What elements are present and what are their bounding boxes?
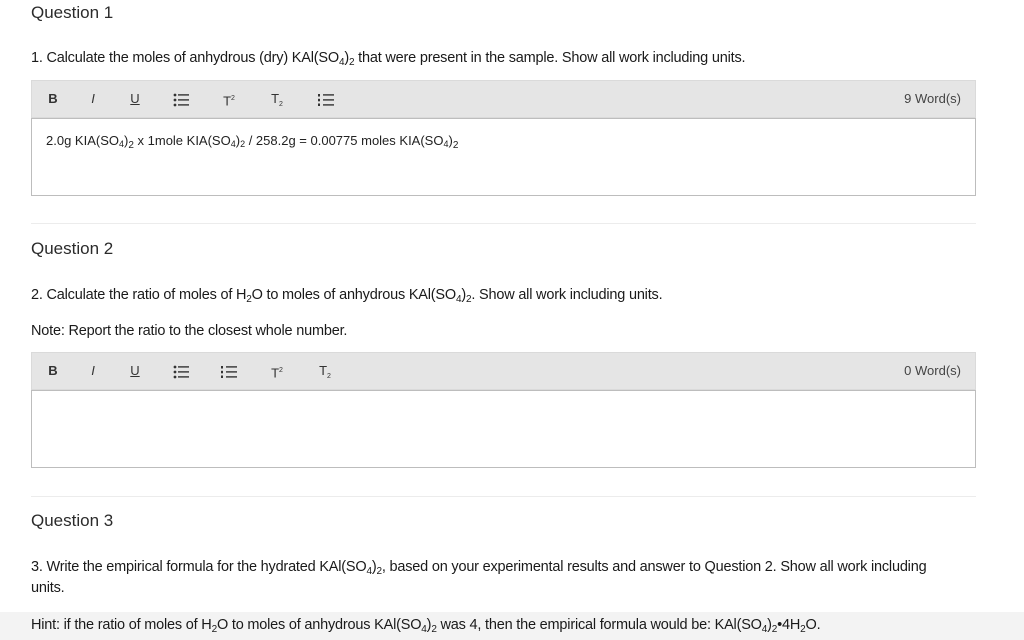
bullet-list-icon (173, 365, 189, 379)
question-2-prompt: 2. Calculate the ratio of moles of $H_2O$ to moles of anhydrous $KAl(SO_4)_2$. Show all work including units. (31, 287, 663, 305)
subscript-button[interactable]: $T_2$ (271, 91, 283, 108)
bold-button[interactable]: B (48, 91, 58, 106)
question-3-title: Question 3 (31, 511, 114, 530)
question-1-answer-editor[interactable] (31, 118, 976, 196)
answer-text: 2.0g $KIA(SO_4)_2$ x 1mole $KIA(SO_4)_2 / 258.2g = 0.00775$ moles $KIA(SO_4)_2$ (46, 133, 459, 151)
question-3-prompt: 3. Write the empirical formula for the hydrated $KAl(SO_4)_2$, based on your experimental results and answer to Question 2. Show all work including units. (31, 559, 927, 596)
subscript-button[interactable]: $T_2$ (319, 363, 331, 380)
word-count: 9 Word(s) (904, 91, 961, 106)
question-1-title: Question 1 (31, 3, 114, 22)
bold-button[interactable]: B (48, 363, 58, 378)
superscript-icon: 2 (279, 367, 283, 374)
word-count: 0 Word(s) (904, 363, 961, 378)
separator (31, 496, 976, 497)
question-1-toolbar (31, 80, 976, 118)
superscript-icon: 2 (231, 95, 235, 102)
numbered-list-icon (221, 365, 237, 379)
subscript-icon: 2 (327, 373, 331, 380)
subscript-icon: 2 (279, 101, 283, 108)
bullet-list-button[interactable] (170, 81, 192, 117)
question-1-prompt: 1. Calculate the moles of anhydrous (dry) $KAl(SO_4)_2$ that were present in the sample. Show all work including units. (31, 50, 746, 68)
question-2-note: Note: Report the ratio to the closest whole number. (31, 323, 348, 339)
question-2-answer-editor[interactable] (31, 390, 976, 468)
italic-button[interactable]: I (91, 91, 95, 106)
superscript-button[interactable]: $T^2$ (223, 93, 235, 109)
underline-button[interactable]: U (130, 363, 140, 378)
bullet-list-icon (173, 93, 189, 107)
separator (31, 223, 976, 224)
superscript-button[interactable]: $T^2$ (271, 365, 283, 381)
question-2-toolbar (31, 352, 976, 390)
question-2-title: Question 2 (31, 239, 114, 258)
numbered-list-button[interactable] (218, 353, 240, 389)
numbered-list-button[interactable] (315, 81, 337, 117)
question-3-hint: Hint: if the ratio of moles of $H_2O$ to moles of anhydrous $KAl(SO_4)_2$ was 4, then the empirical formula would be: $KAl(SO_4)_2•4H_2O$. (31, 617, 821, 635)
underline-button[interactable]: U (130, 91, 140, 106)
italic-button[interactable]: I (91, 363, 95, 378)
bullet-list-button[interactable] (170, 353, 192, 389)
numbered-list-icon (318, 93, 334, 107)
